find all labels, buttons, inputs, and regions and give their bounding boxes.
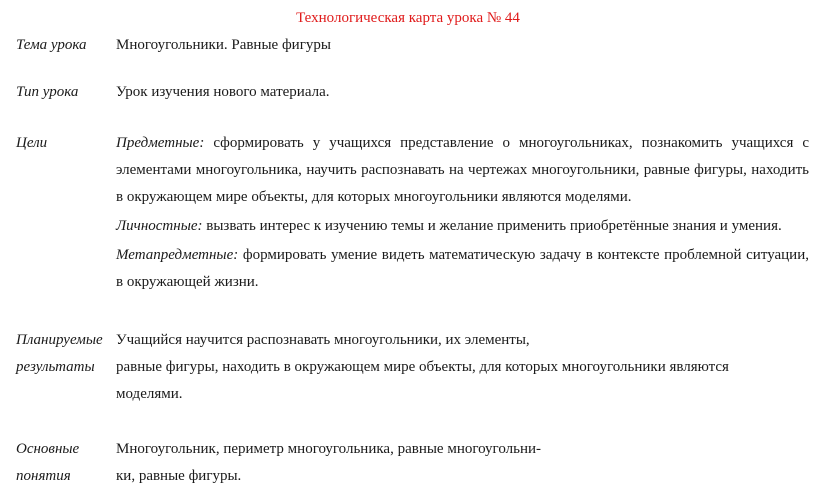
results-label-line2: результаты: [16, 359, 95, 375]
goals-meta-text: формировать умение видеть математическую задачу в контексте проблемной ситуации, в окружающей жизни.: [116, 247, 809, 290]
results-label-line1: Планируемые: [16, 332, 103, 348]
concepts-line1: Многоугольник, периметр многоугольника, равные многоугольни-: [116, 441, 542, 457]
goals-personal-label: Личностные:: [116, 218, 203, 234]
concepts-label-line2: понятия: [16, 468, 71, 484]
goals-personal-text: вызвать интерес к изучению темы и желание применить приобретённые знания и умения.: [206, 218, 782, 234]
goals-meta-label: Метапредметные:: [116, 247, 239, 263]
goals-label: Цели: [16, 135, 48, 151]
concepts-label: [16, 436, 79, 490]
concepts-label-line1: Основные: [16, 441, 80, 457]
goals-meta-paragraph: [116, 242, 809, 296]
goals-block: [116, 130, 809, 296]
goals-subject-text: сформировать у учащихся представление о многоугольниках, познакомить учащихся с элементами многоугольника, научить распознавать на чертежах многоугольники, равные фигуры, находить в окружающем мире объекты, для которых многоугольники являются моделями.: [116, 135, 810, 205]
document-title: Технологическая карта урока № 44: [296, 10, 520, 26]
results-line1: Учащийся научится распознавать многоугольники, их элементы,: [116, 332, 530, 348]
goals-subject-label: Предметные:: [116, 135, 205, 151]
results-line3: моделями.: [116, 386, 183, 402]
results-block: [116, 327, 809, 408]
lesson-type-value: Урок изучения нового материала.: [116, 84, 330, 100]
concepts-line2: ки, равные фигуры.: [116, 468, 242, 484]
results-label: [16, 327, 103, 381]
results-line2: равные фигуры, находить в окружающем мире объекты, для которых многоугольники являются: [116, 359, 729, 375]
topic-value: Многоугольники. Равные фигуры: [116, 37, 331, 53]
concepts-block: [116, 436, 809, 490]
goals-subject-paragraph: [116, 130, 809, 211]
topic-label: Тема урока: [16, 37, 87, 53]
goals-personal-paragraph: [116, 213, 809, 240]
lesson-type-label: Тип урока: [16, 84, 79, 100]
